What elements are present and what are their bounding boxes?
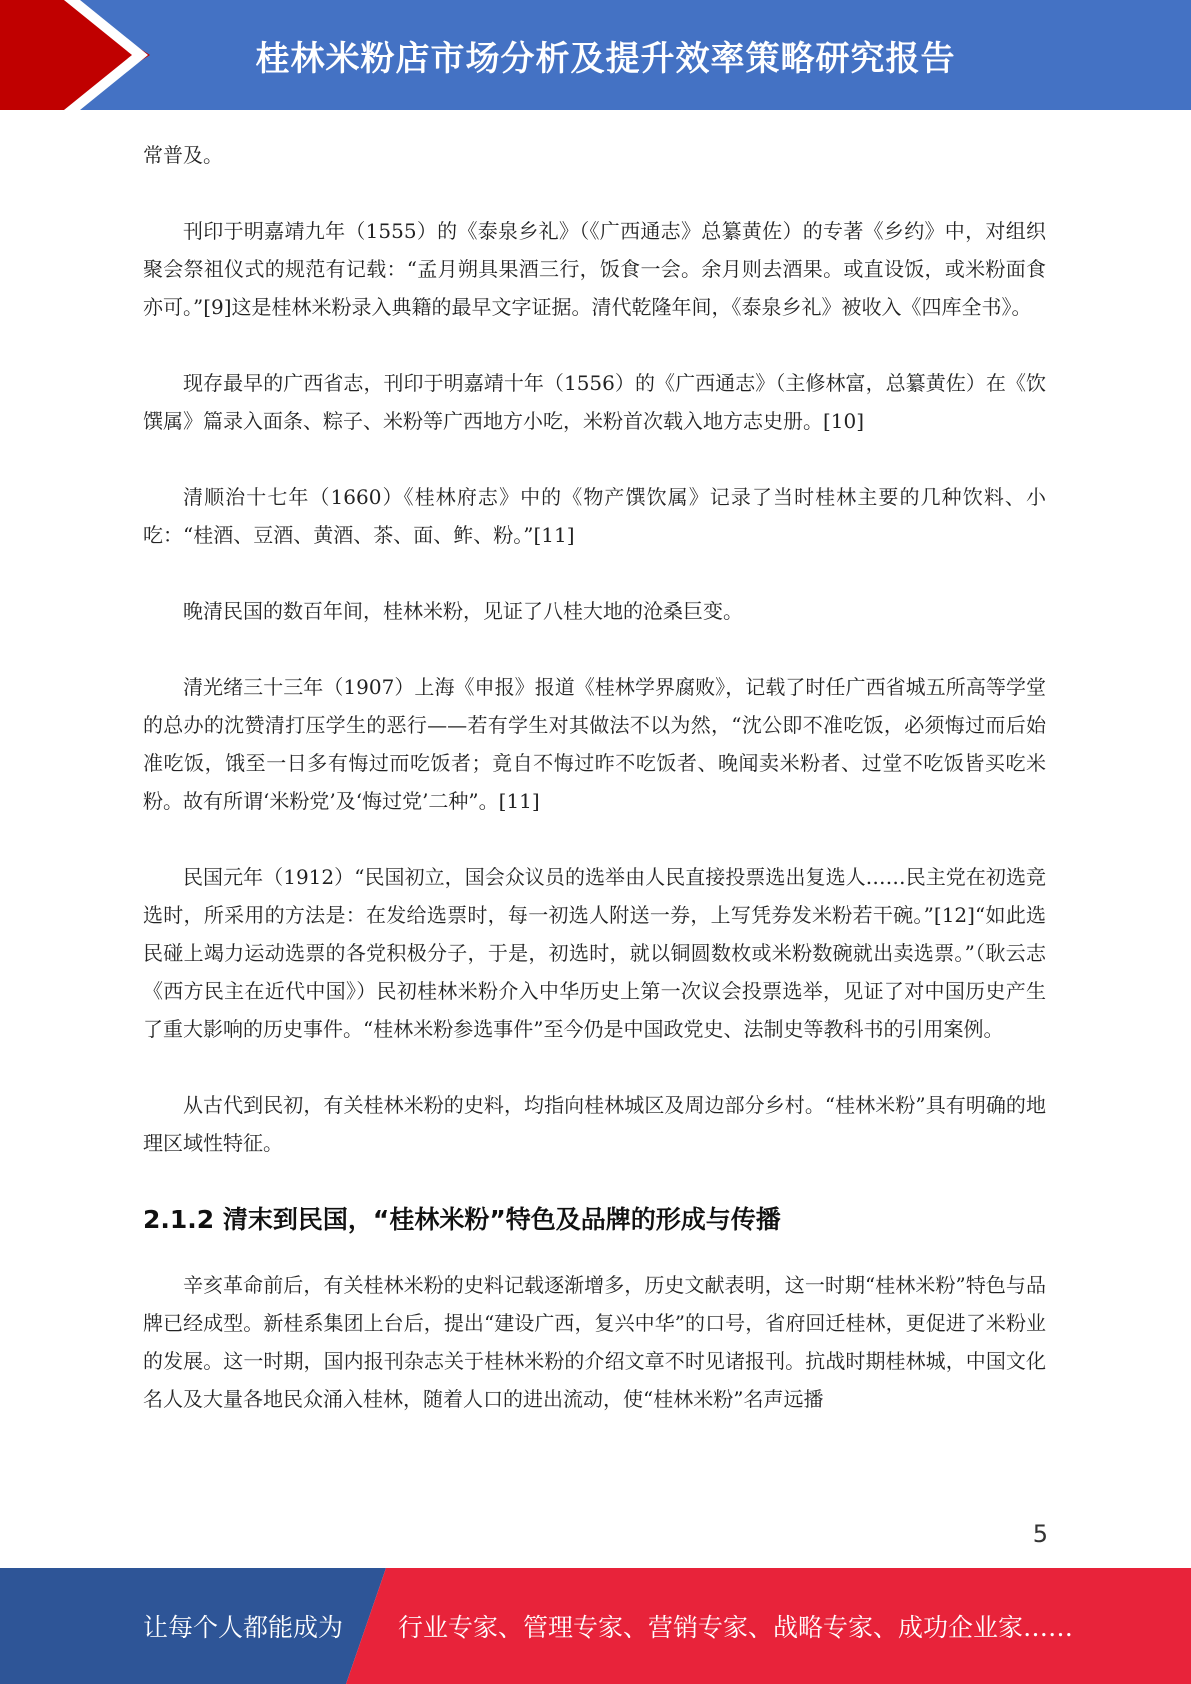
paragraph: 晚清民国的数百年间，桂林米粉，见证了八桂大地的沧桑巨变。 [183, 599, 743, 623]
footer-slogan-left: 让每个人都能成为 [143, 1613, 344, 1642]
paragraph: 清顺治十七年（1660）《桂林府志》中的《物产馔饮属》记录了当时桂林主要的几种饮料、小吃：“桂酒、豆酒、黄酒、茶、面、鲊、粉。”[11] [143, 485, 1046, 547]
paragraph: 刊印于明嘉靖九年（1555）的《泰泉乡礼》（《广西通志》总纂黄佐）的专著《乡约》中，对组织聚会祭祖仪式的规范有记载：“孟月朔具果酒三行，饭食一会。余月则去酒果。或直设饭，或米粉面食亦可。”[9]这是桂林米粉录入典籍的最早文字证据。清代乾隆年间，《泰泉乡礼》被收入《四库全书》。 [143, 219, 1046, 319]
paragraph: 从古代到民初，有关桂林米粉的史料，均指向桂林城区及周边部分乡村。“桂林米粉”具有明确的地理区域性特征。 [143, 1093, 1046, 1155]
paragraph: 民国元年（1912）“民国初立，国会众议员的选举由人民直接投票选出复选人……民主党在初选竞选时，所采用的方法是：在发给选票时，每一初选人附送一券，上写凭券发米粉若干碗。”[12]“如此选民碰上竭力运动选票的各党积极分子，于是，初选时，就以铜圆数枚或米粉数碗就出卖选票。”（耿云志《西方民主在近代中国》）民初桂林米粉介入中华历史上第一次议会投票选举，见证了对中国历史产生了重大影响的历史事件。“桂林米粉参选事件”至今仍是中国政党史、法制史等教科书的引用案例。 [143, 865, 1046, 1041]
paragraph: 常普及。 [143, 143, 223, 167]
paragraph: 辛亥革命前后，有关桂林米粉的史料记载逐渐增多，历史文献表明，这一时期“桂林米粉”特色与品牌已经成型。新桂系集团上台后，提出“建设广西，复兴中华”的口号，省府回迁桂林，更促进了米粉业的发展。这一时期，国内报刊杂志关于桂林米粉的介绍文章不时见诸报刊。抗战时期桂林城，中国文化名人及大量各地民众涌入桂林，随着人口的进出流动，使“桂林米粉”名声远播 [143, 1273, 1046, 1411]
document-body [143, 136, 1046, 1456]
section-heading: 2.1.2 清末到民国，“桂林米粉”特色及品牌的形成与传播 [143, 1205, 781, 1234]
footer-slogan-right: 行业专家、管理专家、营销专家、战略专家、成功企业家…… [398, 1613, 1074, 1642]
page-number: 5 [1032, 1520, 1048, 1548]
report-title: 桂林米粉店市场分析及提升效率策略研究报告 [255, 38, 956, 79]
paragraph: 清光绪三十三年（1907）上海《申报》报道《桂林学界腐败》，记载了时任广西省城五所高等学堂的总办的沈赞清打压学生的恶行——若有学生对其做法不以为然，“沈公即不准吃饭，必须悔过而后始准吃饭，饿至一日多有悔过而吃饭者；竟自不悔过昨不吃饭者、晚闻卖米粉者、过堂不吃饭皆买吃米粉。故有所谓‘米粉党’及‘悔过党’二种”。[11] [143, 675, 1046, 813]
page-header [0, 0, 1191, 110]
page-footer [0, 1568, 1191, 1684]
paragraph: 现存最早的广西省志，刊印于明嘉靖十年（1556）的《广西通志》（主修林富，总纂黄佐）在《饮馔属》篇录入面条、粽子、米粉等广西地方小吃，米粉首次载入地方志史册。[10] [143, 371, 1046, 433]
